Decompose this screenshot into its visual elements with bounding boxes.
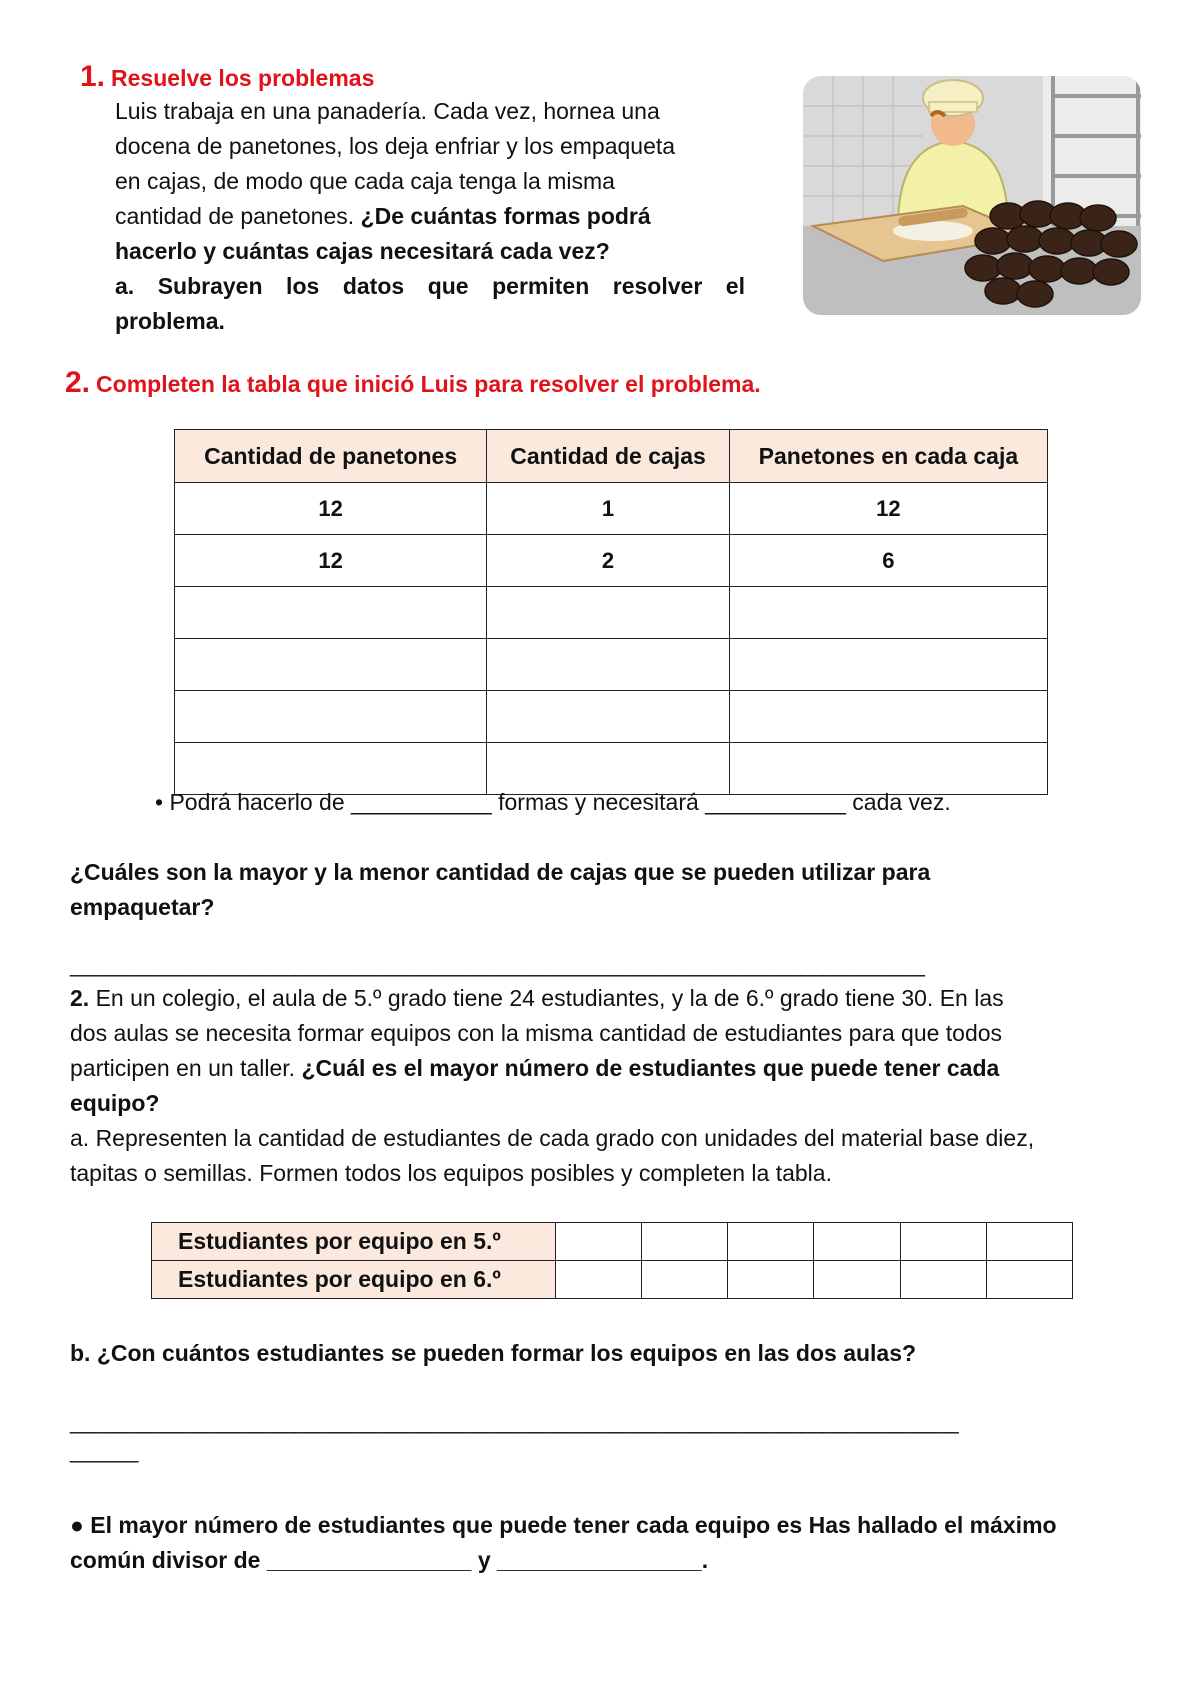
baker-illustration-icon (803, 76, 1141, 315)
problem-3-line: a. Representen la cantidad de estudiantes de cada grado con unidades del material base diez, (70, 1125, 1035, 1151)
table-cell: 12 (175, 535, 487, 587)
table-cell-empty[interactable] (175, 587, 487, 639)
table-row (152, 1223, 1073, 1261)
problem-3-body (70, 981, 1150, 1191)
problem-3-question-end: equipo? (70, 1090, 160, 1116)
answer-line[interactable]: _______________________________________________________________________________ ______ (70, 1409, 958, 1463)
bullet-answer-1: • Podrá hacerlo de ___________ formas y necesitará ___________ cada vez. (155, 789, 951, 815)
problem-1-number: 1. (80, 60, 106, 93)
problem-1-body (115, 94, 745, 339)
table-row (175, 587, 1048, 639)
table-cell-empty[interactable] (642, 1261, 728, 1299)
table-cell: 2 (487, 535, 729, 587)
table-header-row (175, 430, 1048, 483)
table-cell-empty[interactable] (986, 1261, 1072, 1299)
table-row (175, 691, 1048, 743)
table-cell-empty[interactable] (814, 1261, 900, 1299)
question-max-min: ¿Cuáles son la mayor y la menor cantidad de cajas que se pueden utilizar para empaquetar? (70, 859, 931, 920)
table-row (175, 483, 1048, 535)
problem-2-title: Completen la tabla que inició Luis para resolver el problema. (96, 371, 761, 397)
table-cell-empty[interactable] (175, 691, 487, 743)
table-cell-empty[interactable] (729, 639, 1047, 691)
problem-1-question: hacerlo y cuántas cajas necesitará cada vez? (115, 238, 610, 264)
table-cell-empty[interactable] (642, 1223, 728, 1261)
problem-3-line: tapitas o semillas. Formen todos los equipos posibles y completen la tabla. (70, 1160, 832, 1186)
problem-1-line: en cajas, de modo que cada caja tenga la misma (115, 168, 615, 194)
table-cell-empty[interactable] (900, 1261, 986, 1299)
problem-2-heading (65, 364, 761, 403)
row-header: Estudiantes por equipo en 6.º (152, 1261, 556, 1299)
answer-line[interactable]: ____________________________________________________________________________ (70, 952, 924, 977)
problem-1-instruction: a. Subrayen los datos que permiten resolver el (115, 273, 745, 299)
table-row (175, 535, 1048, 587)
panetones-table (174, 429, 1048, 795)
column-header: Cantidad de panetones (175, 430, 487, 483)
conclusion: ● El mayor número de estudiantes que puede tener cada equipo es Has hallado el máximo común divisor de ________________ y ________________. (70, 1512, 1057, 1573)
problem-1-line: docena de panetones, los deja enfriar y los empaqueta (115, 133, 676, 159)
problem-1-line: Luis trabaja en una panadería. Cada vez, hornea una (115, 98, 660, 124)
problem-1-instruction-end: problema. (115, 308, 225, 334)
table-cell-empty[interactable] (900, 1223, 986, 1261)
table-cell-empty[interactable] (487, 639, 729, 691)
table-cell-empty[interactable] (487, 587, 729, 639)
table-cell-empty[interactable] (555, 1261, 641, 1299)
table-cell-empty[interactable] (986, 1223, 1072, 1261)
students-table (151, 1222, 1073, 1299)
table-cell: 6 (729, 535, 1047, 587)
table-row (175, 639, 1048, 691)
table-cell-empty[interactable] (729, 691, 1047, 743)
problem-3-line: participen en un taller. ¿Cuál es el mayor número de estudiantes que puede tener cada (70, 1055, 1000, 1081)
problem-3-line: dos aulas se necesita formar equipos con la misma cantidad de estudiantes para que todos (70, 1020, 1003, 1046)
question-b: b. ¿Con cuántos estudiantes se pueden formar los equipos en las dos aulas? (70, 1340, 917, 1366)
problem-1-title: Resuelve los problemas (111, 65, 375, 91)
problem-1-heading (80, 58, 374, 97)
problem-3-line: 2. En un colegio, el aula de 5.º grado tiene 24 estudiantes, y la de 6.º grado tiene 30. En las (70, 985, 1004, 1011)
table-cell-empty[interactable] (175, 639, 487, 691)
table-cell-empty[interactable] (728, 1261, 814, 1299)
table-cell: 12 (175, 483, 487, 535)
problem-2-number: 2. (65, 366, 91, 399)
column-header: Cantidad de cajas (487, 430, 729, 483)
row-header: Estudiantes por equipo en 5.º (152, 1223, 556, 1261)
column-header: Panetones en cada caja (729, 430, 1047, 483)
table-cell-empty[interactable] (729, 587, 1047, 639)
table-cell-empty[interactable] (487, 691, 729, 743)
table-row (152, 1261, 1073, 1299)
problem-1-line: cantidad de panetones. ¿De cuántas formas podrá (115, 203, 651, 229)
table-cell-empty[interactable] (728, 1223, 814, 1261)
table-cell: 12 (729, 483, 1047, 535)
table-cell-empty[interactable] (555, 1223, 641, 1261)
table-cell: 1 (487, 483, 729, 535)
table-cell-empty[interactable] (814, 1223, 900, 1261)
